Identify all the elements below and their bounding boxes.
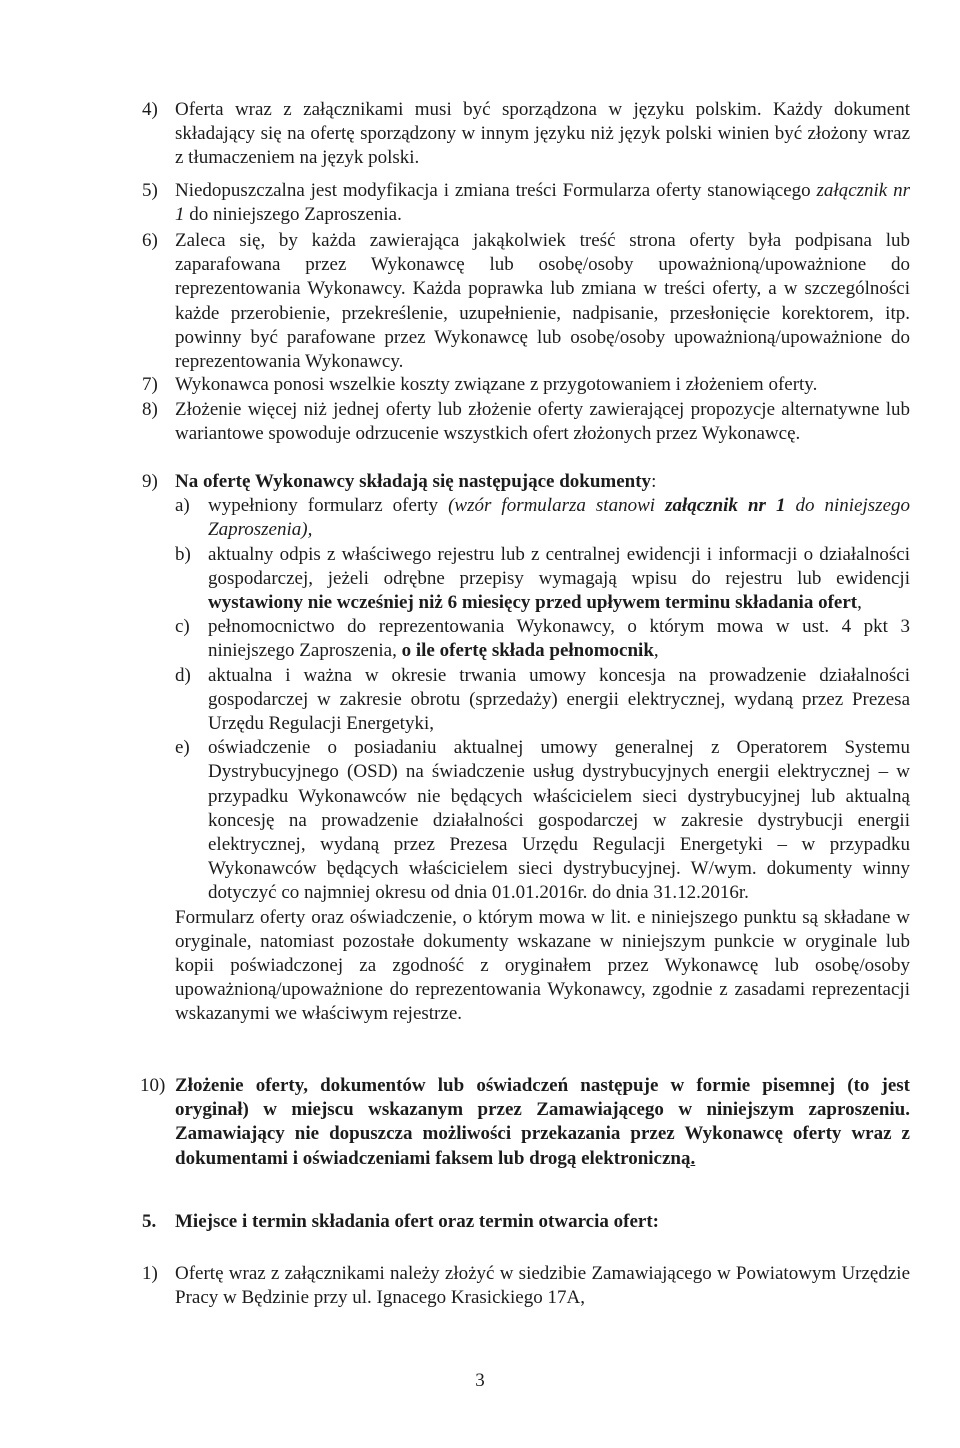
bold-italic-reference: załącznik nr 1 [665,495,786,517]
text-run: aktualny odpis z właściwego rejestru lub z centralnej ewidencji i informacji o działalności gospodarczej, jeżeli odrębne przepisy wymagają wpisu do rejestru lub ewidencji [208,543,910,589]
bold-text: Złożenie oferty, dokumentów lub oświadczeń następuje w formie pisemnej (to jest oryginał) w miejscu wskazanym przez Zamawiającego w niniejszym zaproszeniu. Zamawiający nie dopuszcza możliwości przekazania przez Wykonawcę oferty wraz z dokumentami i oświadczeniami faksem lub drogą elektroniczną [175,1075,910,1169]
item-text: Oferta wraz z załącznikami musi być sporządzona w języku polskim. Każdy dokument składający się na ofertę sporządzony w innym języku niż język polski winien być złożony wraz z tłumaczeniem na język polski. [175,99,910,169]
text-run: Niedopuszczalna jest modyfikacja i zmiana treści Formularza oferty stanowiącego [175,180,817,201]
sub-item-text [208,543,910,616]
item-number: 6) [142,230,158,251]
sub-item-letter: c) [175,616,190,638]
item-number: 8) [142,399,158,420]
item-text [175,179,910,227]
item-text: Złożenie więcej niż jednej oferty lub złożenie oferty zawierającej propozycje alternatywne lub wariantowe spowoduje odrzucenie wszystkich ofert złożonych przez Wykonawcę. [175,399,910,445]
text-run: , [653,640,659,662]
sub-item-c [175,615,910,663]
section-5-item-1 [142,1262,910,1310]
list-item-9 [142,470,910,1027]
sub-item-text [208,615,910,663]
sub-item-a [175,494,910,542]
italic-text: do niniejszego Zaproszenia), [208,495,911,541]
sub-item-d [175,664,910,737]
sub-item-letter: d) [175,664,191,686]
item-text: Ofertę wraz z załącznikami należy złożyć w siedzibie Zamawiającego w Powiatowym Urzędzie Pracy w Będzinie przy ul. Ignacego Krasickiego 17A, [175,1263,910,1309]
list-item-7 [142,373,910,397]
text-run: do niniejszego Zaproszenia. [184,204,402,226]
sub-item-letter: a) [175,495,190,517]
list-item-6 [142,229,910,374]
section-title: Miejsce i termin składania ofert oraz termin otwarcia ofert: [175,1211,659,1232]
bold-heading: Na ofertę Wykonawcy składają się następujące dokumenty [175,471,652,492]
text-run: . [690,1147,696,1169]
sub-item-b [175,543,910,616]
text-run: : [651,471,657,492]
sub-item-letter: e) [175,737,190,759]
item-number: 5) [142,180,158,201]
sub-item-letter: b) [175,543,191,565]
item-heading [175,470,910,494]
list-item-4 [142,98,910,171]
item-text [175,1074,910,1171]
item-number: 10) [140,1075,166,1096]
bold-text: wystawiony nie wcześniej niż 6 miesięcy przed upływem terminu składania ofert [208,592,858,614]
section-number: 5. [142,1211,157,1232]
sub-item-text [208,494,910,542]
sub-item-text: oświadczenie o posiadaniu aktualnej umowy generalnej z Operatorem Systemu Dystrybucyjnego (OSD) na świadczenie usług dystrybucyjnych energii elektrycznej – w przypadku Wykonawców nie będących właścicielem sieci dystrybucyjnej lub aktualną koncesję na prowadzenie działalności gospodarczej w zakresie dystrybucji energii elektrycznej, wydaną przez Prezesa Urzędu Regulacji Energetyki – w przypadku Wykonawców będących właścicielem sieci dystrybucyjnej. W/wym. dokumenty winny dotyczyć co najmniej okresu od dnia 01.01.2016r. do dnia 31.12.2016r. [208,737,910,904]
italic-reference: załącznik nr 1 [175,180,911,226]
item-text: Zaleca się, by każda zawierająca jakąkolwiek treść strona oferty była podpisana lub zaparafowana przez Wykonawcę lub osobę/osoby upoważnioną/upoważnione do reprezentowania Wykonawcy. Każda poprawka lub zmiana w treści oferty, a w szczególności każde przerobienie, przekreślenie, uzupełnienie, nadpisanie, przesłonięcie korektorem, itp. powinny być parafowane przez Wykonawcę lub osobę/osoby upoważnioną/upoważnione do reprezentowania Wykonawcy. [175,230,910,373]
italic-text: (wzór formularza stanowi [448,495,666,517]
text-run: pełnomocnictwo do reprezentowania Wykonawcy, o którym mowa w ust. 4 pkt 3 niniejszego Zaproszenia, [208,616,910,662]
list-item-5 [142,179,910,227]
item-number: 9) [142,471,158,492]
bold-text: o ile ofertę składa pełnomocnik [401,640,654,662]
text-run: , [857,592,862,614]
section-5-heading [142,1210,659,1234]
item-number: 7) [142,374,158,395]
list-item-10 [142,1074,910,1171]
item-number: 1) [142,1263,158,1284]
item-number: 4) [142,99,158,120]
page-number: 3 [475,1370,485,1391]
text-run: wypełniony formularz oferty [208,495,449,517]
item-9-closing-paragraph: Formularz oferty oraz oświadczenie, o którym mowa w lit. e niniejszego punktu są składane w oryginale, natomiast pozostałe dokumenty wskazane w niniejszym punkcie w oryginale lub kopii poświadczonej za zgodność z oryginałem przez Wykonawcę lub osobę/osoby upoważnioną/upoważnione do reprezentowania Wykonawcy, zgodnie z zasadami reprezentacji wskazanymi we właściwym rejestrze. [175,906,910,1025]
list-item-8 [142,398,910,446]
item-text: Wykonawca ponosi wszelkie koszty związane z przygotowaniem i złożeniem oferty. [175,374,818,395]
sub-item-e [175,736,910,905]
sub-item-text: aktualna i ważna w okresie trwania umowy koncesja na prowadzenie działalności gospodarczej w zakresie obrotu (sprzedaży) energii elektrycznej, wydaną przez Prezesa Urzędu Regulacji Energetyki, [208,664,910,735]
